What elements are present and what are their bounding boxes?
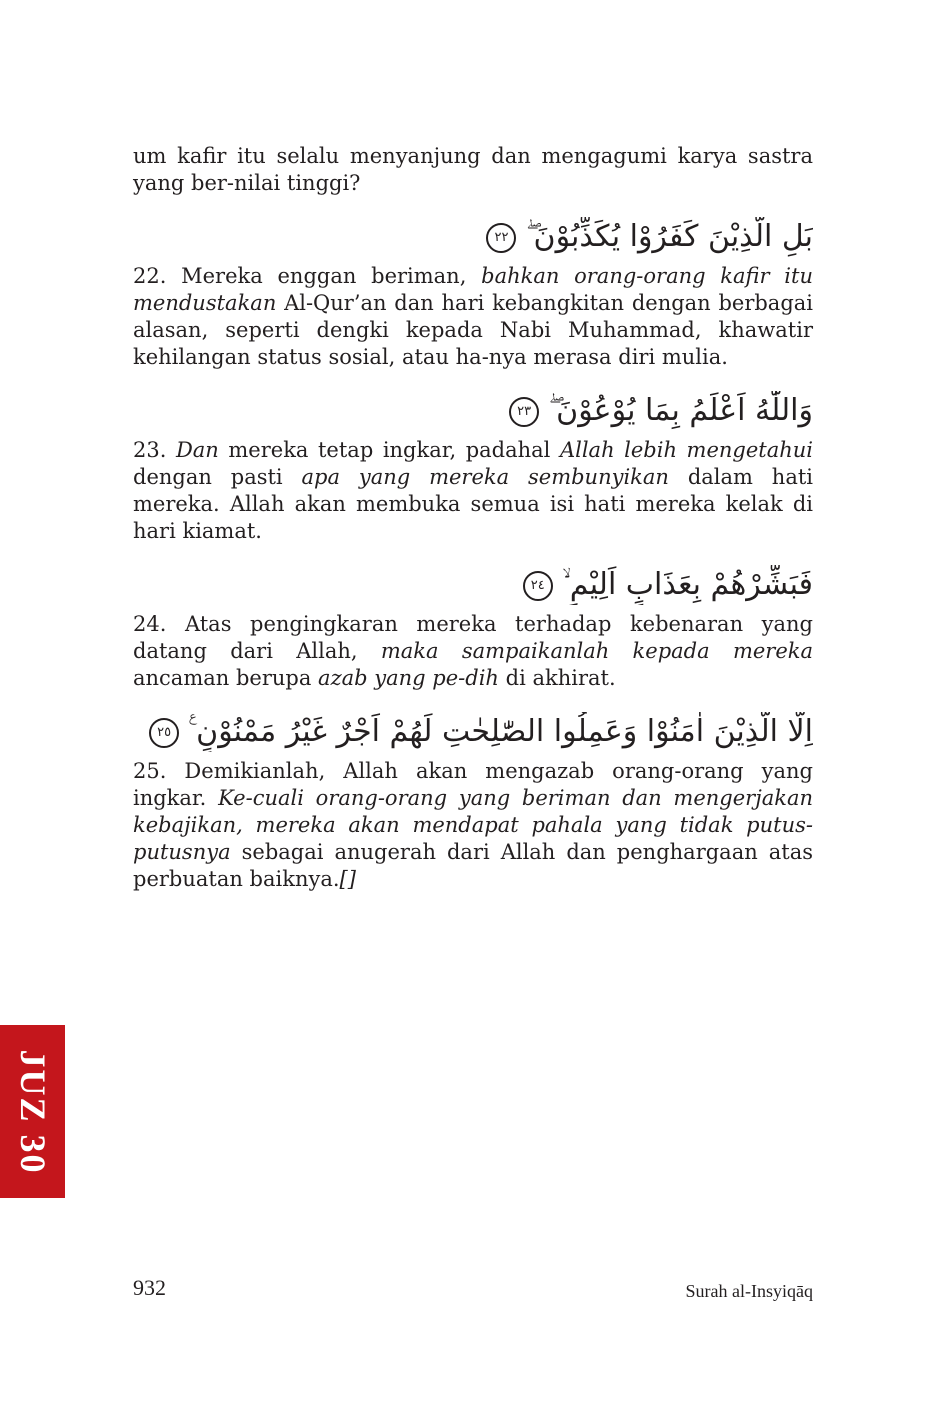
text-run: dengan pasti (133, 465, 302, 489)
translation-paragraph-23 (133, 437, 813, 545)
text-run: di akhirat. (498, 666, 616, 690)
text-run-italic: apa yang mereka sembunyikan (301, 465, 669, 489)
juz-label: JUZ 30 (12, 1048, 53, 1175)
text-run: dalam hati mereka. Allah akan membuka semua isi hati mereka kelak di hari kiamat. (133, 465, 813, 543)
translation-paragraph-22 (133, 263, 813, 371)
arabic-verse-23 (133, 391, 813, 431)
text-run-italic: Ke-cuali orang-orang yang beriman dan mengerjakan kebajikan, mereka akan mendapat pahala yang tidak putus-putusnya (133, 786, 813, 864)
text-run: 24. Atas pengingkaran mereka terhadap kebenaran yang datang dari Allah, (133, 612, 813, 663)
ayah-number-marker: ٢٢ (486, 223, 516, 253)
arabic-verse-24 (133, 565, 813, 605)
ayah-number-marker: ٢٣ (509, 397, 539, 427)
text-run: sebagai anugerah dari Allah dan penghargaan atas perbuatan baiknya. (133, 840, 813, 891)
text-run: 25. Demikianlah, Allah akan mengazab orang-orang yang ingkar. (133, 759, 813, 810)
text-run: 23. (133, 438, 176, 462)
text-run-italic: maka sampaikanlah kepada mereka (380, 639, 813, 663)
text-run: ancaman berupa (133, 666, 319, 690)
translation-paragraph-24 (133, 611, 813, 692)
juz-tab (0, 1025, 65, 1198)
translation-paragraph-25 (133, 758, 813, 893)
end-of-surah-mark: [] (339, 867, 356, 891)
text-run-italic: Allah lebih mengetahui (559, 438, 813, 462)
text-run: 22. Mereka enggan beriman, (133, 264, 482, 288)
arabic-text: وَاللّٰهُ اَعْلَمُ بِمَا يُوْعُوْنَ ۖ (548, 393, 813, 428)
text-run: Al-Qur’an dan hari kebangkitan dengan berbagai alasan, seperti dengki kepada Nabi Muhammad, khawatir kehilangan status sosial, atau ha-nya merasa diri mulia. (133, 291, 813, 369)
text-run-italic: Dan (175, 438, 219, 462)
page-number: 932 (133, 1275, 166, 1300)
arabic-verse-22 (133, 217, 813, 257)
arabic-text: اِلَّا الَّذِيْنَ اٰمَنُوْا وَعَمِلُوا الصّٰلِحٰتِ لَهُمْ اَجْرٌ غَيْرُ مَمْنُوْنٍ ࣖ (188, 714, 813, 749)
text-run: um kafir itu selalu menyanjung dan mengagumi karya sastra yang ber-nilai tinggi? (133, 144, 813, 195)
text-run-italic: bahkan orang-orang kafir itu mendustakan (133, 264, 813, 315)
ayah-number-marker: ٢٤ (523, 571, 553, 601)
arabic-text: بَلِ الَّذِيْنَ كَفَرُوْا يُكَذِّبُوْنَ ۖ (526, 219, 813, 254)
running-footer-surah-name: Surah al-Insyiqāq (685, 1281, 813, 1301)
page-content (133, 143, 813, 893)
text-run: mereka tetap ingkar, padahal (218, 438, 560, 462)
arabic-text: فَبَشِّرْهُمْ بِعَذَابٍ اَلِيْمٍ ۙ (562, 567, 813, 602)
arabic-verse-25 (133, 712, 813, 752)
ayah-number-marker: ٢٥ (149, 718, 179, 748)
paragraph-intro (133, 143, 813, 197)
text-run-italic: azab yang pe-dih (318, 666, 499, 690)
